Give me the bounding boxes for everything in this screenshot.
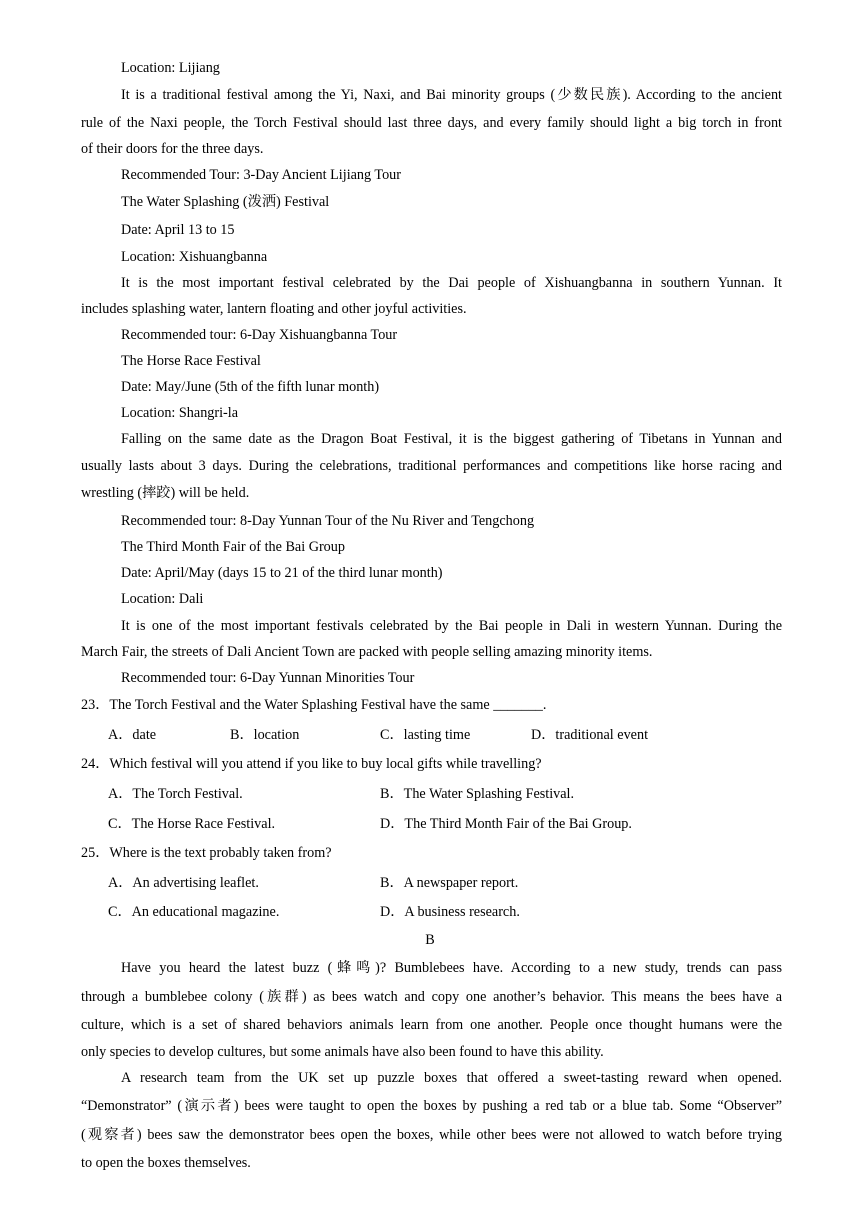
torch-desc-line-3: of their doors for the three days.: [81, 141, 264, 157]
question-25-option-b[interactable]: B．A newspaper report.: [380, 875, 519, 891]
section-b-p1-line-2: through a bumblebee colony (族群) as bees watch and copy one another’s behavior. This means the bees have a: [81, 989, 782, 1005]
torch-tour: Recommended Tour: 3-Day Ancient Lijiang Tour: [121, 167, 401, 183]
bai-desc-line-2: March Fair, the streets of Dali Ancient Town are packed with people selling amazing minority items.: [81, 644, 653, 660]
water-desc-line-1: It is the most important festival celebrated by the Dai people of Xishuangbanna in southern Yunnan. It: [121, 275, 782, 291]
horse-location: Location: Shangri-la: [121, 405, 239, 421]
water-title: The Water Splashing (泼洒) Festival: [121, 194, 330, 210]
question-23-option-d[interactable]: D．traditional event: [531, 727, 649, 743]
bai-title: The Third Month Fair of the Bai Group: [121, 539, 345, 555]
question-24-option-b[interactable]: B．The Water Splashing Festival.: [380, 786, 575, 802]
water-location: Location: Xishuangbanna: [121, 249, 268, 265]
water-desc-line-2: includes splashing water, lantern floating and other joyful activities.: [81, 301, 467, 317]
section-b-p1-line-3: culture, which is a set of shared behaviors animals learn from one another. People once thought humans were the: [81, 1017, 782, 1033]
horse-date: Date: May/June (5th of the fifth lunar month): [121, 379, 380, 395]
section-b-p1-line-4: only species to develop cultures, but some animals have also been found to have this ability.: [81, 1044, 604, 1060]
bai-desc-line-1: It is one of the most important festivals celebrated by the Bai people in Dali in western Yunnan. During the: [121, 618, 782, 634]
question-23-option-c[interactable]: C．lasting time: [380, 727, 471, 743]
section-b-heading: B: [425, 932, 435, 948]
question-23-stem: 23．The Torch Festival and the Water Splashing Festival have the same _______.: [81, 697, 547, 713]
water-date: Date: April 13 to 15: [121, 222, 235, 238]
horse-desc-line-1: Falling on the same date as the Dragon Boat Festival, it is the biggest gathering of Tibetans in Yunnan and: [121, 431, 782, 447]
bai-location: Location: Dali: [121, 591, 204, 607]
water-tour: Recommended tour: 6-Day Xishuangbanna Tour: [121, 327, 398, 343]
section-b-p2-line-4: to open the boxes themselves.: [81, 1155, 251, 1171]
section-b-p2-line-1: A research team from the UK set up puzzle boxes that offered a sweet-tasting reward when opened.: [121, 1070, 782, 1086]
bai-tour: Recommended tour: 6-Day Yunnan Minorities Tour: [121, 670, 415, 686]
question-25-option-a[interactable]: A．An advertising leaflet.: [108, 875, 259, 891]
section-b-p2-line-2: “Demonstrator” (演示者) bees were taught to open the boxes by pushing a red tab or a blue tab. Some “Observer”: [81, 1098, 782, 1114]
question-24-option-c[interactable]: C．The Horse Race Festival.: [108, 816, 276, 832]
section-b-p2-line-3: (观察者) bees saw the demonstrator bees open the boxes, while other bees were not allowed to watch before trying: [81, 1127, 782, 1143]
question-25-option-c[interactable]: C．An educational magazine.: [108, 904, 280, 920]
horse-desc-line-3: wrestling (摔跤) will be held.: [81, 485, 250, 501]
horse-tour: Recommended tour: 8-Day Yunnan Tour of the Nu River and Tengchong: [121, 513, 535, 529]
horse-title: The Horse Race Festival: [121, 353, 261, 369]
torch-location: Location: Lijiang: [121, 60, 220, 76]
question-25-option-d[interactable]: D．A business research.: [380, 904, 520, 920]
section-b-p1-line-1: Have you heard the latest buzz (蜂鸣)? Bumblebees have. According to a new study, trends can pass: [121, 960, 782, 976]
question-25-stem: 25．Where is the text probably taken from?: [81, 845, 332, 861]
question-24-option-d[interactable]: D．The Third Month Fair of the Bai Group.: [380, 816, 632, 832]
horse-desc-line-2: usually lasts about 3 days. During the celebrations, traditional performances and competitions like horse racing and: [81, 458, 782, 474]
question-23-option-b[interactable]: B．location: [230, 727, 300, 743]
bai-date: Date: April/May (days 15 to 21 of the third lunar month): [121, 565, 443, 581]
torch-desc-line-1: It is a traditional festival among the Yi, Naxi, and Bai minority groups (少数民族). According to the ancient: [121, 87, 782, 103]
question-24-stem: 24．Which festival will you attend if you like to buy local gifts while travelling?: [81, 756, 542, 772]
question-23-option-a[interactable]: A．date: [108, 727, 157, 743]
question-24-option-a[interactable]: A．The Torch Festival.: [108, 786, 243, 802]
torch-desc-line-2: rule of the Naxi people, the Torch Festival should last three days, and every family should light a big torch in front: [81, 115, 782, 131]
